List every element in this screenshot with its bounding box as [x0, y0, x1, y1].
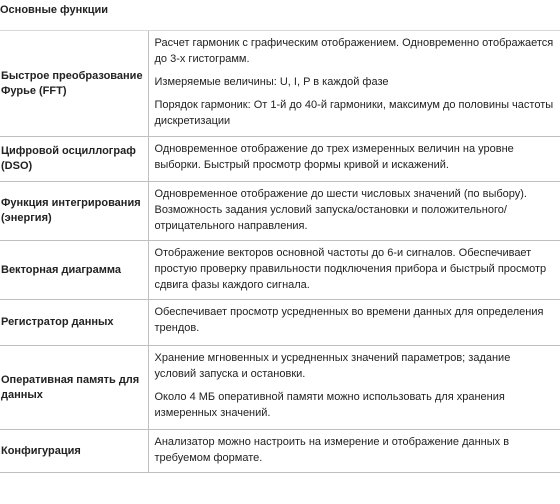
function-description: [148, 430, 560, 473]
table-row: [0, 241, 560, 300]
function-description: [148, 346, 560, 430]
description-text: Расчет гармоник с графическим отображением. Одновременно отображается до 3-х гистограмм.: [154, 37, 554, 65]
function-name: Цифровой осциллограф (DSO): [0, 137, 148, 182]
description-text: Хранение мгновенных и усредненных значений параметров; задание условий запуска и остановки.: [154, 352, 511, 380]
description-text: Измеряемые величины: U, I, P в каждой фазе: [154, 76, 389, 88]
function-name: Функция интегрирования (энергия): [0, 182, 148, 241]
description-text: Одновременное отображение до трех измеренных величин на уровне выборки. Быстрый просмотр формы кривой и искажений.: [154, 143, 514, 171]
description-text: Отображение векторов основной частоты до 6-и сигналов. Обеспечивает простую проверку правильности подключения прибора и быстрый просмотр сдвига фазы каждого сигнала.: [154, 247, 547, 291]
function-name: Регистратор данных: [0, 300, 148, 346]
description-text: Порядок гармоник: От 1-й до 40-й гармоники, максимум до половины частоты дискретизации: [154, 99, 554, 127]
description-text: Одновременное отображение до шести числовых значений (по выбору). Возможность задания условий запуска/остановки и положительного/отрицательного направления.: [154, 188, 527, 232]
table-row: [0, 137, 560, 182]
description-text: Около 4 МБ оперативной памяти можно использовать для хранения измеренных значений.: [154, 391, 505, 419]
description-text: Обеспечивает просмотр усредненных во времени данных для определения трендов.: [154, 306, 544, 334]
function-name: Быстрое преобразование Фурье (FFT): [0, 31, 148, 137]
function-description: [148, 137, 560, 182]
table-row: [0, 300, 560, 346]
function-description: [148, 182, 560, 241]
function-name: Конфигурация: [0, 430, 148, 473]
header-row: [0, 0, 560, 31]
function-name: Векторная диаграмма: [0, 241, 148, 300]
function-description: [148, 31, 560, 137]
function-description: [148, 300, 560, 346]
table-row: [0, 430, 560, 473]
section-title: Основные функции: [0, 0, 560, 31]
function-description: [148, 241, 560, 300]
description-text: Анализатор можно настроить на измерение и отображение данных в требуемом формате.: [154, 436, 510, 464]
table-row: [0, 31, 560, 137]
function-name: Оперативная память для данных: [0, 346, 148, 430]
table-row: [0, 346, 560, 430]
table-row: [0, 182, 560, 241]
